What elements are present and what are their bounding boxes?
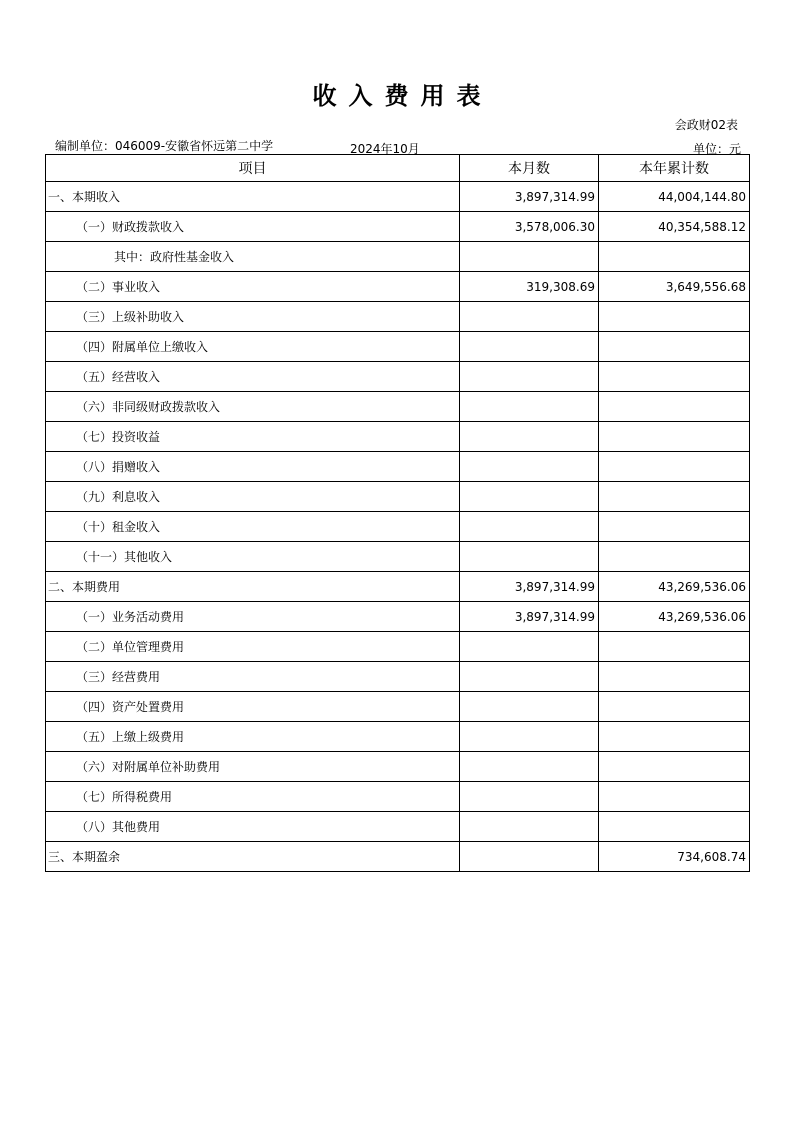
- table-row: [46, 302, 750, 332]
- form-code: 会政财02表: [674, 118, 738, 132]
- row-ytd-value: [599, 542, 750, 572]
- row-label: （七）所得税费用: [46, 782, 460, 812]
- table-row: [46, 422, 750, 452]
- row-label: （五）上缴上级费用: [46, 722, 460, 752]
- row-month-value: [460, 392, 599, 422]
- row-label: （三）上级补助收入: [46, 302, 460, 332]
- row-ytd-value: 43,269,536.06: [599, 602, 750, 632]
- header-item: 项目: [46, 155, 460, 182]
- row-ytd-value: 40,354,588.12: [599, 212, 750, 242]
- row-label: （九）利息收入: [46, 482, 460, 512]
- row-month-value: [460, 512, 599, 542]
- row-month-value: 319,308.69: [460, 272, 599, 302]
- row-ytd-value: 734,608.74: [599, 842, 750, 872]
- row-month-value: [460, 662, 599, 692]
- table-row: [46, 752, 750, 782]
- row-ytd-value: 43,269,536.06: [599, 572, 750, 602]
- row-label: （四）资产处置费用: [46, 692, 460, 722]
- table-row: [46, 782, 750, 812]
- row-month-value: [460, 242, 599, 272]
- row-month-value: [460, 722, 599, 752]
- row-ytd-value: [599, 452, 750, 482]
- row-month-value: [460, 782, 599, 812]
- row-label: （二）单位管理费用: [46, 632, 460, 662]
- header-month: 本月数: [460, 155, 599, 182]
- row-label: （三）经营费用: [46, 662, 460, 692]
- report-title: 收入费用表: [312, 82, 493, 110]
- row-month-value: [460, 692, 599, 722]
- table-row: [46, 362, 750, 392]
- row-month-value: [460, 422, 599, 452]
- row-label: （四）附属单位上缴收入: [46, 332, 460, 362]
- table-header-row: [46, 155, 750, 182]
- row-label: （十一）其他收入: [46, 542, 460, 572]
- table-row: [46, 392, 750, 422]
- row-month-value: 3,897,314.99: [460, 602, 599, 632]
- reporting-entity: 编制单位：046009-安徽省怀远第二中学: [55, 139, 274, 153]
- table-row: [46, 542, 750, 572]
- table-row: [46, 842, 750, 872]
- row-ytd-value: [599, 632, 750, 662]
- table-row: [46, 512, 750, 542]
- row-ytd-value: [599, 662, 750, 692]
- row-month-value: [460, 452, 599, 482]
- row-month-value: [460, 632, 599, 662]
- row-ytd-value: [599, 242, 750, 272]
- row-month-value: [460, 362, 599, 392]
- table-row: [46, 212, 750, 242]
- row-ytd-value: [599, 482, 750, 512]
- row-label: （十）租金收入: [46, 512, 460, 542]
- row-ytd-value: [599, 812, 750, 842]
- row-label: （一）财政拨款收入: [46, 212, 460, 242]
- row-month-value: 3,897,314.99: [460, 182, 599, 212]
- row-ytd-value: [599, 392, 750, 422]
- report-period: 2024年10月: [350, 142, 420, 156]
- row-label: （六）非同级财政拨款收入: [46, 392, 460, 422]
- table-row: [46, 632, 750, 662]
- table-row: [46, 452, 750, 482]
- row-ytd-value: [599, 512, 750, 542]
- row-ytd-value: [599, 722, 750, 752]
- table-row: [46, 272, 750, 302]
- table-row: [46, 722, 750, 752]
- row-label: （七）投资收益: [46, 422, 460, 452]
- row-month-value: [460, 752, 599, 782]
- row-ytd-value: 3,649,556.68: [599, 272, 750, 302]
- row-month-value: [460, 482, 599, 512]
- row-month-value: 3,578,006.30: [460, 212, 599, 242]
- row-month-value: [460, 812, 599, 842]
- row-label: 一、本期收入: [46, 182, 460, 212]
- row-ytd-value: [599, 752, 750, 782]
- currency-unit: 单位：元: [692, 142, 741, 156]
- table-row: [46, 182, 750, 212]
- row-label: （八）其他费用: [46, 812, 460, 842]
- row-label: （六）对附属单位补助费用: [46, 752, 460, 782]
- row-month-value: [460, 332, 599, 362]
- table-row: [46, 602, 750, 632]
- row-month-value: [460, 842, 599, 872]
- row-label: （二）事业收入: [46, 272, 460, 302]
- row-label: 二、本期费用: [46, 572, 460, 602]
- table-row: [46, 572, 750, 602]
- row-label: 三、本期盈余: [46, 842, 460, 872]
- row-ytd-value: [599, 422, 750, 452]
- row-label: （五）经营收入: [46, 362, 460, 392]
- row-ytd-value: [599, 692, 750, 722]
- row-ytd-value: [599, 302, 750, 332]
- table-row: [46, 812, 750, 842]
- table-row: [46, 242, 750, 272]
- row-ytd-value: [599, 362, 750, 392]
- income-expense-table: [45, 154, 750, 872]
- row-month-value: [460, 542, 599, 572]
- row-ytd-value: 44,004,144.80: [599, 182, 750, 212]
- table-row: [46, 692, 750, 722]
- row-ytd-value: [599, 782, 750, 812]
- row-ytd-value: [599, 332, 750, 362]
- row-label: 其中：政府性基金收入: [46, 242, 460, 272]
- header-ytd: 本年累计数: [599, 155, 750, 182]
- table-row: [46, 482, 750, 512]
- table-row: [46, 662, 750, 692]
- row-month-value: [460, 302, 599, 332]
- row-month-value: 3,897,314.99: [460, 572, 599, 602]
- row-label: （一）业务活动费用: [46, 602, 460, 632]
- row-label: （八）捐赠收入: [46, 452, 460, 482]
- table-row: [46, 332, 750, 362]
